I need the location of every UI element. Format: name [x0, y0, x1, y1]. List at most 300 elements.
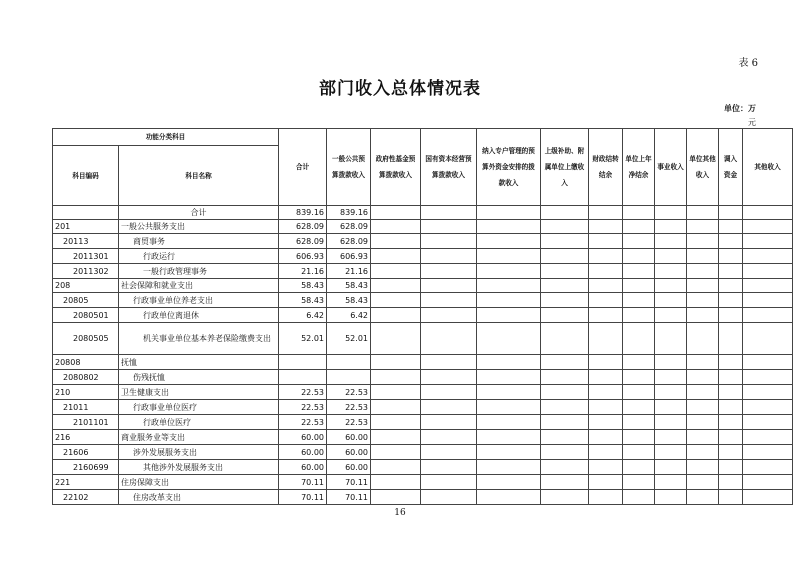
empty-cell	[421, 249, 477, 264]
empty-cell	[655, 206, 687, 220]
empty-cell	[623, 249, 655, 264]
empty-cell	[421, 220, 477, 234]
empty-cell	[371, 400, 421, 415]
empty-cell	[477, 293, 541, 308]
empty-cell	[421, 355, 477, 370]
empty-cell	[743, 355, 793, 370]
fiscal-special-header: 纳入专户管理的预算外资金安排的拨款收入	[477, 129, 541, 206]
name-header: 科目名称	[119, 146, 279, 206]
empty-cell	[541, 206, 589, 220]
empty-cell	[623, 323, 655, 355]
empty-cell	[719, 460, 743, 475]
row-general: 70.11	[327, 490, 371, 505]
empty-cell	[589, 385, 623, 400]
empty-cell	[655, 460, 687, 475]
table-row	[53, 279, 793, 293]
row-name: 行政单位医疗	[119, 415, 279, 430]
empty-cell	[687, 279, 719, 293]
table-row	[53, 308, 793, 323]
empty-cell	[421, 475, 477, 490]
row-code: 2011302	[53, 264, 119, 279]
row-name: 一般行政管理事务	[119, 264, 279, 279]
empty-cell	[687, 323, 719, 355]
row-name: 其他涉外发展服务支出	[119, 460, 279, 475]
row-name: 商业服务业等支出	[119, 430, 279, 445]
empty-cell	[541, 385, 589, 400]
empty-cell	[477, 249, 541, 264]
row-total: 6.42	[279, 308, 327, 323]
empty-cell	[743, 400, 793, 415]
empty-cell	[371, 385, 421, 400]
row-total: 58.43	[279, 293, 327, 308]
empty-cell	[589, 249, 623, 264]
empty-cell	[623, 293, 655, 308]
table-tag: 表 6	[738, 58, 758, 69]
empty-cell	[655, 323, 687, 355]
row-total: 60.00	[279, 430, 327, 445]
empty-cell	[541, 460, 589, 475]
empty-cell	[371, 460, 421, 475]
empty-cell	[623, 400, 655, 415]
table-row	[53, 385, 793, 400]
empty-cell	[477, 355, 541, 370]
income-table	[52, 128, 793, 505]
row-general: 58.43	[327, 293, 371, 308]
empty-cell	[655, 220, 687, 234]
row-general: 58.43	[327, 279, 371, 293]
empty-cell	[719, 445, 743, 460]
empty-cell	[719, 308, 743, 323]
empty-cell	[477, 385, 541, 400]
empty-cell	[743, 460, 793, 475]
table-row	[53, 400, 793, 415]
empty-cell	[743, 249, 793, 264]
empty-cell	[371, 415, 421, 430]
row-name: 行政事业单位医疗	[119, 400, 279, 415]
row-general: 839.16	[327, 206, 371, 220]
table-row	[53, 460, 793, 475]
empty-cell	[655, 355, 687, 370]
empty-cell	[541, 475, 589, 490]
empty-cell	[623, 206, 655, 220]
empty-cell	[687, 400, 719, 415]
empty-cell	[371, 234, 421, 249]
empty-cell	[477, 475, 541, 490]
empty-cell	[589, 490, 623, 505]
empty-cell	[589, 430, 623, 445]
row-name: 抚恤	[119, 355, 279, 370]
unit-other-header: 单位其他收入	[687, 129, 719, 206]
row-general: 60.00	[327, 460, 371, 475]
row-total: 22.53	[279, 385, 327, 400]
table-row	[53, 249, 793, 264]
empty-cell	[541, 430, 589, 445]
empty-cell	[623, 234, 655, 249]
row-general: 60.00	[327, 445, 371, 460]
row-name: 卫生健康支出	[119, 385, 279, 400]
empty-cell	[371, 206, 421, 220]
empty-cell	[589, 415, 623, 430]
empty-cell	[371, 355, 421, 370]
row-name: 行政运行	[119, 249, 279, 264]
empty-cell	[371, 293, 421, 308]
empty-cell	[541, 355, 589, 370]
empty-cell	[541, 308, 589, 323]
empty-cell	[655, 264, 687, 279]
empty-cell	[655, 430, 687, 445]
empty-cell	[371, 475, 421, 490]
empty-cell	[719, 370, 743, 385]
page-title: 部门收入总体情况表	[319, 79, 481, 99]
empty-cell	[687, 234, 719, 249]
empty-cell	[589, 234, 623, 249]
table-row	[53, 264, 793, 279]
empty-cell	[421, 490, 477, 505]
row-general: 22.53	[327, 415, 371, 430]
empty-cell	[541, 234, 589, 249]
row-total: 52.01	[279, 323, 327, 355]
empty-cell	[541, 445, 589, 460]
empty-cell	[655, 445, 687, 460]
empty-cell	[719, 400, 743, 415]
business-header: 事业收入	[655, 129, 687, 206]
empty-cell	[623, 460, 655, 475]
row-general: 60.00	[327, 430, 371, 445]
empty-cell	[371, 249, 421, 264]
row-code: 2080505	[53, 323, 119, 355]
empty-cell	[477, 264, 541, 279]
empty-cell	[371, 430, 421, 445]
total-header: 合计	[279, 129, 327, 206]
row-name: 涉外发展服务支出	[119, 445, 279, 460]
empty-cell	[687, 249, 719, 264]
row-total: 628.09	[279, 234, 327, 249]
row-name: 伤残抚恤	[119, 370, 279, 385]
empty-cell	[421, 308, 477, 323]
empty-cell	[477, 234, 541, 249]
empty-cell	[421, 400, 477, 415]
header-row-1	[53, 129, 793, 146]
empty-cell	[719, 490, 743, 505]
general-header: 一般公共预算拨款收入	[327, 129, 371, 206]
empty-cell	[623, 355, 655, 370]
empty-cell	[371, 279, 421, 293]
empty-cell	[421, 293, 477, 308]
empty-cell	[743, 323, 793, 355]
empty-cell	[477, 460, 541, 475]
empty-cell	[421, 206, 477, 220]
empty-cell	[371, 490, 421, 505]
unit-prev-balance-header: 单位上年净结余	[623, 129, 655, 206]
row-total: 22.53	[279, 415, 327, 430]
empty-cell	[687, 445, 719, 460]
empty-cell	[719, 264, 743, 279]
row-total: 606.93	[279, 249, 327, 264]
row-total: 70.11	[279, 490, 327, 505]
empty-cell	[477, 323, 541, 355]
empty-cell	[477, 220, 541, 234]
empty-cell	[623, 490, 655, 505]
row-name: 一般公共服务支出	[119, 220, 279, 234]
empty-cell	[589, 220, 623, 234]
empty-cell	[541, 293, 589, 308]
empty-cell	[743, 293, 793, 308]
empty-cell	[477, 308, 541, 323]
empty-cell	[371, 264, 421, 279]
empty-cell	[743, 415, 793, 430]
table-row	[53, 475, 793, 490]
empty-cell	[477, 445, 541, 460]
empty-cell	[623, 279, 655, 293]
row-general: 21.16	[327, 264, 371, 279]
row-name: 住房保障支出	[119, 475, 279, 490]
empty-cell	[541, 323, 589, 355]
row-code: 201	[53, 220, 119, 234]
empty-cell	[655, 234, 687, 249]
unit-label: 单位：万	[724, 104, 756, 113]
table-row	[53, 206, 793, 220]
row-name: 机关事业单位基本养老保险缴费支出	[119, 323, 279, 355]
empty-cell	[719, 249, 743, 264]
empty-cell	[371, 445, 421, 460]
row-general: 70.11	[327, 475, 371, 490]
row-code: 21011	[53, 400, 119, 415]
empty-cell	[719, 475, 743, 490]
empty-cell	[623, 220, 655, 234]
transfer-header: 调入资金	[719, 129, 743, 206]
code-header: 科目编码	[53, 146, 119, 206]
empty-cell	[477, 279, 541, 293]
row-general: 6.42	[327, 308, 371, 323]
empty-cell	[589, 308, 623, 323]
empty-cell	[623, 370, 655, 385]
empty-cell	[719, 279, 743, 293]
row-code: 20113	[53, 234, 119, 249]
row-general	[327, 355, 371, 370]
empty-cell	[655, 249, 687, 264]
empty-cell	[743, 206, 793, 220]
empty-cell	[743, 385, 793, 400]
row-code: 208	[53, 279, 119, 293]
row-code: 2160699	[53, 460, 119, 475]
empty-cell	[589, 445, 623, 460]
empty-cell	[421, 460, 477, 475]
row-code: 21606	[53, 445, 119, 460]
row-total: 628.09	[279, 220, 327, 234]
empty-cell	[719, 220, 743, 234]
empty-cell	[719, 323, 743, 355]
empty-cell	[655, 475, 687, 490]
empty-cell	[687, 460, 719, 475]
func-class-header: 功能分类科目	[53, 129, 279, 146]
table-row	[53, 430, 793, 445]
row-general: 606.93	[327, 249, 371, 264]
empty-cell	[743, 430, 793, 445]
table-row	[53, 445, 793, 460]
row-code: 216	[53, 430, 119, 445]
row-general: 628.09	[327, 234, 371, 249]
empty-cell	[623, 475, 655, 490]
row-name: 行政事业单位养老支出	[119, 293, 279, 308]
row-name: 行政单位离退休	[119, 308, 279, 323]
empty-cell	[743, 264, 793, 279]
empty-cell	[655, 385, 687, 400]
empty-cell	[541, 249, 589, 264]
empty-cell	[589, 355, 623, 370]
empty-cell	[687, 308, 719, 323]
row-total: 60.00	[279, 445, 327, 460]
empty-cell	[371, 370, 421, 385]
empty-cell	[623, 445, 655, 460]
row-total: 21.16	[279, 264, 327, 279]
empty-cell	[589, 279, 623, 293]
upper-subsidy-header: 上级补助、附属单位上缴收入	[541, 129, 589, 206]
empty-cell	[623, 415, 655, 430]
empty-cell	[589, 400, 623, 415]
empty-cell	[719, 385, 743, 400]
empty-cell	[477, 415, 541, 430]
fiscal-balance-header: 财政结转结余	[589, 129, 623, 206]
row-general: 52.01	[327, 323, 371, 355]
table-row	[53, 415, 793, 430]
row-code: 20805	[53, 293, 119, 308]
empty-cell	[371, 323, 421, 355]
row-general	[327, 370, 371, 385]
row-total: 60.00	[279, 460, 327, 475]
empty-cell	[743, 370, 793, 385]
empty-cell	[589, 475, 623, 490]
row-code: 22102	[53, 490, 119, 505]
row-code: 2011301	[53, 249, 119, 264]
row-total: 70.11	[279, 475, 327, 490]
empty-cell	[655, 490, 687, 505]
table-row	[53, 355, 793, 370]
empty-cell	[687, 370, 719, 385]
unit-label-cont: 元	[748, 118, 756, 127]
empty-cell	[655, 415, 687, 430]
empty-cell	[719, 293, 743, 308]
empty-cell	[541, 264, 589, 279]
empty-cell	[477, 400, 541, 415]
row-code: 20808	[53, 355, 119, 370]
empty-cell	[687, 385, 719, 400]
empty-cell	[719, 234, 743, 249]
empty-cell	[719, 430, 743, 445]
row-code: 2101101	[53, 415, 119, 430]
empty-cell	[743, 234, 793, 249]
table-row	[53, 490, 793, 505]
empty-cell	[421, 264, 477, 279]
empty-cell	[421, 234, 477, 249]
table-body	[53, 206, 793, 505]
empty-cell	[687, 220, 719, 234]
row-total: 22.53	[279, 400, 327, 415]
empty-cell	[687, 490, 719, 505]
empty-cell	[421, 445, 477, 460]
state-capital-header: 国有资本经营预算拨款收入	[421, 129, 477, 206]
row-code: 2080802	[53, 370, 119, 385]
empty-cell	[655, 293, 687, 308]
empty-cell	[541, 490, 589, 505]
empty-cell	[541, 400, 589, 415]
empty-cell	[477, 430, 541, 445]
empty-cell	[743, 279, 793, 293]
row-code	[53, 206, 119, 220]
row-code: 221	[53, 475, 119, 490]
empty-cell	[655, 308, 687, 323]
row-general: 628.09	[327, 220, 371, 234]
row-total	[279, 370, 327, 385]
row-code: 210	[53, 385, 119, 400]
gov-fund-header: 政府性基金预算拨款收入	[371, 129, 421, 206]
empty-cell	[719, 415, 743, 430]
row-total: 58.43	[279, 279, 327, 293]
empty-cell	[687, 430, 719, 445]
empty-cell	[687, 355, 719, 370]
empty-cell	[687, 264, 719, 279]
row-total: 839.16	[279, 206, 327, 220]
empty-cell	[477, 370, 541, 385]
empty-cell	[743, 308, 793, 323]
empty-cell	[719, 355, 743, 370]
empty-cell	[687, 415, 719, 430]
empty-cell	[477, 490, 541, 505]
row-name: 合计	[119, 206, 279, 220]
table-row	[53, 370, 793, 385]
row-general: 22.53	[327, 400, 371, 415]
empty-cell	[589, 206, 623, 220]
empty-cell	[371, 220, 421, 234]
empty-cell	[589, 293, 623, 308]
empty-cell	[687, 293, 719, 308]
empty-cell	[541, 370, 589, 385]
empty-cell	[623, 385, 655, 400]
empty-cell	[421, 323, 477, 355]
row-general: 22.53	[327, 385, 371, 400]
row-name: 商贸事务	[119, 234, 279, 249]
table-row	[53, 293, 793, 308]
empty-cell	[589, 323, 623, 355]
table-row	[53, 220, 793, 234]
empty-cell	[589, 370, 623, 385]
empty-cell	[743, 445, 793, 460]
empty-cell	[655, 400, 687, 415]
empty-cell	[655, 279, 687, 293]
empty-cell	[541, 415, 589, 430]
row-name: 住房改革支出	[119, 490, 279, 505]
other-header: 其他收入	[743, 129, 793, 206]
empty-cell	[589, 264, 623, 279]
empty-cell	[541, 279, 589, 293]
empty-cell	[687, 206, 719, 220]
empty-cell	[371, 308, 421, 323]
page-number: 16	[394, 508, 406, 518]
empty-cell	[421, 430, 477, 445]
row-name: 社会保障和就业支出	[119, 279, 279, 293]
empty-cell	[421, 415, 477, 430]
empty-cell	[655, 370, 687, 385]
empty-cell	[623, 264, 655, 279]
row-code: 2080501	[53, 308, 119, 323]
table-row	[53, 323, 793, 355]
empty-cell	[589, 460, 623, 475]
empty-cell	[743, 490, 793, 505]
empty-cell	[421, 370, 477, 385]
empty-cell	[743, 220, 793, 234]
empty-cell	[541, 220, 589, 234]
table-row	[53, 234, 793, 249]
empty-cell	[623, 430, 655, 445]
